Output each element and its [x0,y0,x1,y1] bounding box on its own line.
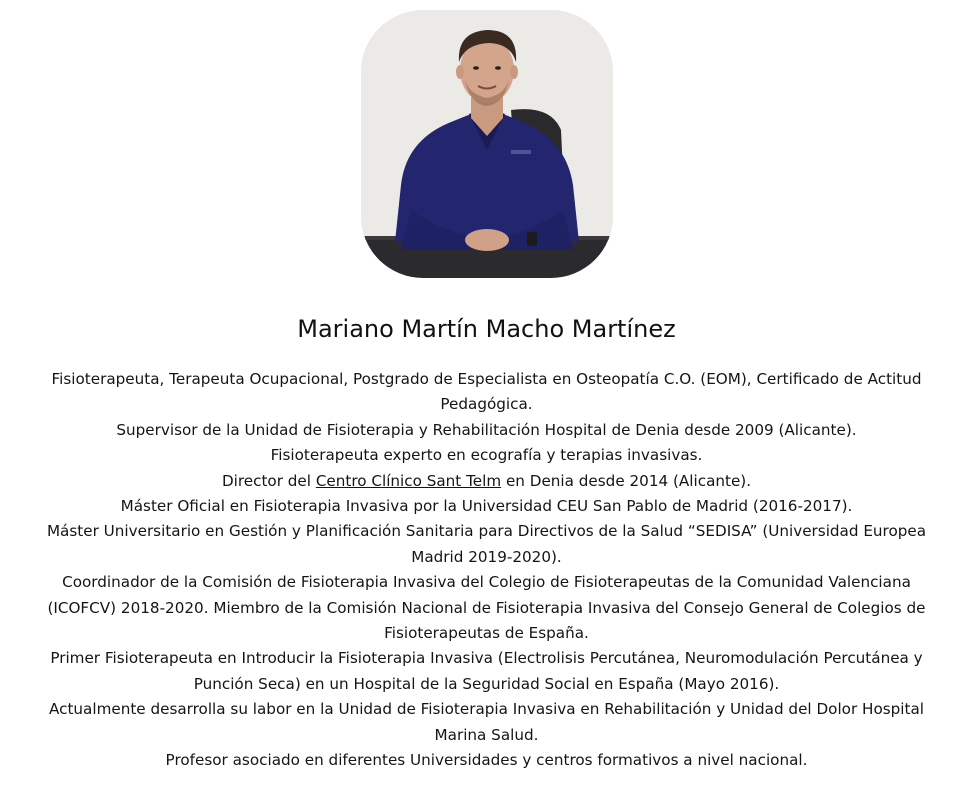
bio-line: Primer Fisioterapeuta en Introducir la Fisioterapia Invasiva (Electrolisis Percutánea, Neuromodulación Percutánea y Punción Seca) en un Hospital de la Seguridad Social en España (Mayo 2016). [50,649,923,693]
bio-line: Profesor asociado en diferentes Universidades y centros formativos a nivel nacional. [165,751,808,770]
profile-photo [361,10,613,278]
profile-name: Mariano Martín Macho Martínez [297,315,676,343]
bio-line-director [26,469,947,494]
bio-text: Director del [221,471,316,490]
bio-line: Máster Oficial en Fisioterapia Invasiva por la Universidad CEU San Pablo de Madrid (2016-2017). [120,497,853,516]
bio-line: Coordinador de la Comisión de Fisioterapia Invasiva del Colegio de Fisioterapeutas de la Comunidad Valenciana (ICOFCV) 2018-2020. Miembro de la Comisión Nacional de Fisioterapia Invasiva del Consejo General de Colegios de Fisioterapeutas de España. [47,573,926,643]
bio-line: Máster Universitario en Gestión y Planificación Sanitaria para Directivos de la Salud “SEDISA” (Universidad Europea Madrid 2019-2020). [46,522,927,566]
centro-clinico-link[interactable]: Centro Clínico Sant Telm [315,471,502,490]
bio-text: en Denia desde 2014 (Alicante). [501,471,752,490]
person-portrait-icon [361,10,613,278]
bio-line: Fisioterapeuta experto en ecografía y terapias invasivas. [270,446,703,465]
bio-line: Actualmente desarrolla su labor en la Unidad de Fisioterapia Invasiva en Rehabilitación y Unidad del Dolor Hospital Marina Salud. [48,700,924,744]
bio-line: Supervisor de la Unidad de Fisioterapia y Rehabilitación Hospital de Denia desde 2009 (Alicante). [116,420,857,439]
bio-line: Fisioterapeuta, Terapeuta Ocupacional, Postgrado de Especialista en Osteopatía C.O. (EOM), Certificado de Actitud Pedagógica. [51,370,922,414]
biography [26,367,947,774]
